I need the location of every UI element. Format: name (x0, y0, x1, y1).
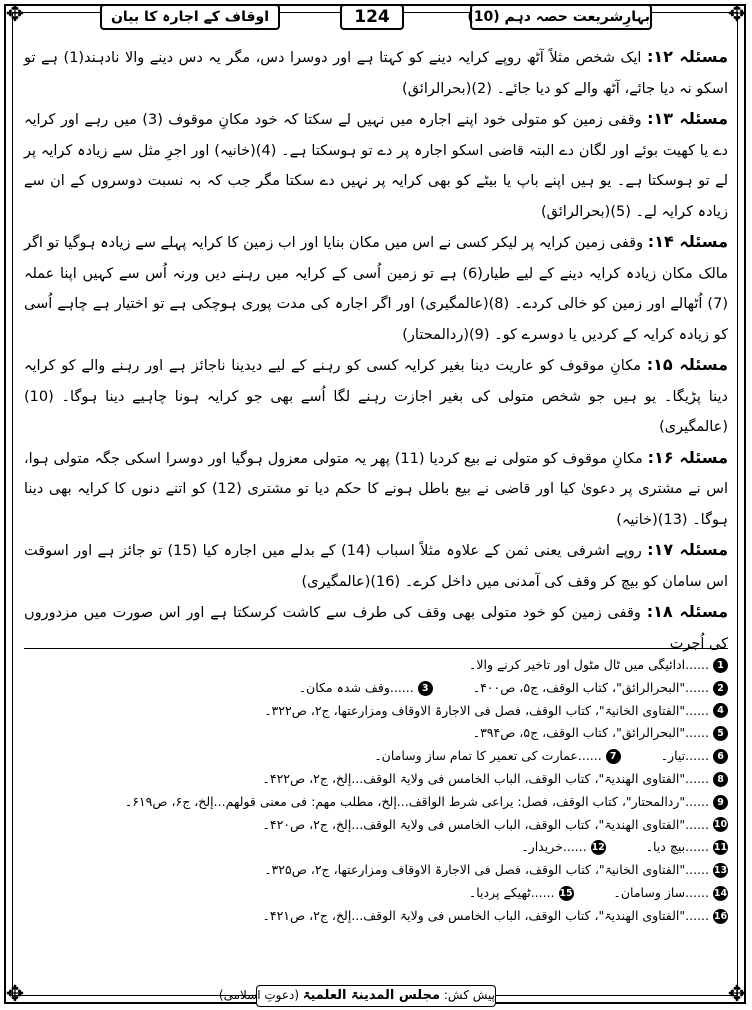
footnote-number: 11 (713, 842, 728, 854)
masala-text: وقفی زمین کرایہ پر لیکر کسی نے اس میں مکان بنایا اور اب زمین کا کرایہ پہلے سے زیادہ ہوگیا تو اگر مالک مکان زیادہ کرایہ دینے کے لیے طیار(6) ہے تو زمین اُسی کے کرایہ میں رہنے دیں ورنہ اُس سے کہیں اپنا عملہ (7) اُٹھالے اور زمین کو خالی کردے۔ (8)(عالمگیری) اور اگر اجارہ کی مدت پوری ہوچکی ہے تو اختیار ہے چاہے اُسی کو زیادہ کرایہ کے کردیں یا دوسرے کو۔ (9)(ردالمحتار) (24, 235, 728, 343)
footnote-row (24, 814, 728, 837)
footnote-row (24, 745, 728, 768)
footnote-row (24, 836, 728, 859)
footnote-number: 3 (418, 681, 433, 696)
footnote-text: ......"الفتاوی الخانیۃ"، کتاب الوقف، فصل فی الاجارۃ الاوقاف ومزارعتھا، ج۲، ص۳۲۵۔ (264, 862, 709, 878)
masala-label: مسئلہ ۱۷: (647, 540, 729, 559)
footnote-text: ......ٹھیکے پردیا۔ (468, 884, 555, 900)
footnote-row (24, 722, 728, 745)
footnote-number: 7 (606, 749, 621, 764)
masala-text: روپے اشرفی یعنی ثمن کے علاوہ مثلاً اسباب (14) کے بدلے میں اجارہ کیا (15) تو جائز ہے اور اسوقت اس سامان کو بیچ کر وقف کی آمدنی میں داخل کرے۔ (16)(عالمگیری) (24, 543, 728, 590)
footnote-row (24, 768, 728, 791)
footnote-text: ......"الفتاوی الخانیۃ"، کتاب الوقف، فصل فی الاجارۃ الاوقاف ومزارعتھا، ج۲، ص۳۲۲۔ (264, 702, 709, 718)
masala-text: ایک شخص مثلاً آٹھ روپے کرایہ دینے کو کہتا ہے اور دوسرا دس، مگر یہ دس دینے والا نادہند(1) ہے تو اسکو نہ دیا جائے، آٹھ والے کو دیا جائے۔ (2)(بحرالرائق) (24, 50, 728, 97)
corner-ornament-icon: ✥ (727, 982, 747, 1007)
corner-ornament-icon: ✥ (727, 2, 747, 27)
corner-ornament-icon: ✥ (5, 982, 25, 1007)
masala-label: مسئلہ ۱۸: (646, 602, 729, 621)
footnote (473, 722, 728, 745)
corner-ornament-icon: ✥ (5, 2, 25, 27)
footnote (374, 745, 620, 768)
masala-label: مسئلہ ۱۴: (647, 232, 728, 251)
footnotes (24, 654, 728, 928)
footnote-text: ......"الفتاوی الھندیۃ"، کتاب الوقف، الباب الخامس فی ولایۃ الوقف...إلخ، ج۲، ص۴۲۲۔ (262, 770, 709, 786)
footnote (299, 677, 433, 700)
footnote-number: 8 (713, 772, 728, 787)
footnote (614, 882, 728, 905)
footnote-row (24, 905, 728, 928)
footnote (521, 836, 605, 859)
chapter-title: اوقاف کے اجارہ کا بیان (100, 4, 280, 30)
page-number: 124 (340, 4, 404, 30)
footnote-row (24, 859, 728, 882)
masala-label: مسئلہ ۱۳: (647, 109, 729, 128)
masala-label: مسئلہ ۱۶: (647, 447, 728, 467)
footnote-number: 1 (713, 658, 728, 673)
footnote (125, 791, 728, 814)
masala-text: مکانِ موقوف کو متولی نے بیع کردیا (11) پھر یہ متولی معزول ہوگیا اور دوسرا اسکی جگہ متولی ہوا، اس نے مشتری پر دعویٰ کیا اور قاضی نے بیع باطل ہونے کا حکم دیا تو مشتری (12) کو اتنے دنوں کا کرایہ بھی دینا ہوگا۔ (13)(خانیہ) (24, 450, 729, 528)
footnote-text: ......خریدار۔ (521, 839, 587, 855)
footnote-number: 13 (713, 865, 728, 877)
masala-label: مسئلہ ۱۲: (646, 47, 728, 66)
footnote (263, 814, 728, 837)
footnote (263, 905, 728, 928)
footnote (263, 768, 728, 791)
footnote-number: 9 (713, 795, 728, 810)
footnote (469, 654, 728, 677)
footnote-text: ......"الفتاوی الھندیۃ"، کتاب الوقف، الباب الخامس فی ولایۃ الوقف...إلخ، ج۲، ص۴۲۰۔ (262, 816, 709, 832)
footnote-text: ......"ردالمحتار"، کتاب الوقف، فصل: یراعی شرط الواقف...إلخ، مطلب مھم: فی معنی قولھم...إلخ، ج۶، ص۶۱۹۔ (124, 793, 709, 809)
footnote-text: ......بیچ دیا۔ (645, 839, 709, 855)
footnote-number: 16 (713, 910, 728, 922)
footnote-number: 6 (713, 749, 728, 764)
footnote (646, 836, 728, 859)
masala-paragraph (24, 350, 728, 443)
footnote-text: ......عمارت کی تعمیر کا تمام ساز وسامان۔ (374, 748, 602, 764)
footnote-text: ......ساز وسامان۔ (613, 884, 709, 900)
footnote-number: 2 (713, 681, 728, 696)
footnote-row (24, 677, 728, 700)
footnote (473, 677, 728, 700)
footnote-number: 10 (713, 819, 728, 831)
footnote (264, 700, 728, 723)
book-title: بہارِشریعت حصہ دہم (10) (470, 4, 652, 30)
footnote (661, 745, 728, 768)
masala-paragraph (24, 597, 728, 659)
masala-paragraph (24, 42, 728, 104)
footnote-text: ......"البحرالرائق"، کتاب الوقف، ج۵، ص۳۹۴۔ (472, 725, 709, 741)
footer-prefix: پیش کش: (443, 988, 495, 1002)
footnote-row (24, 700, 728, 723)
masala-label: مسئلہ ۱۵: (646, 355, 729, 374)
footnote-text: ......"الفتاوی الھندیۃ"، کتاب الوقف، الباب الخامس فی ولایۃ الوقف...إلخ، ج۲، ص۴۲۱۔ (262, 907, 709, 923)
footnote-number: 4 (713, 703, 728, 718)
footnote-text: ......"البحرالرائق"، کتاب الوقف، ج۵، ص۴۰۰۔ (472, 679, 709, 695)
footnote-divider (24, 648, 728, 649)
footnote (469, 882, 574, 905)
masala-paragraph (24, 535, 728, 597)
masala-paragraph (24, 104, 728, 227)
footnote (264, 859, 728, 882)
masala-text: وقفی زمین کو خود متولی بھی وقف کی طرف سے کاشت کرسکتا ہے اور اس صورت میں مزدوروں کی اُجرت (24, 605, 728, 652)
footnote-text: ......تیار۔ (660, 748, 709, 764)
footnote-number: 14 (713, 887, 728, 899)
masala-paragraph (24, 443, 728, 536)
footnote-number: 5 (713, 726, 728, 741)
masala-text: مکانِ موقوف کو عاریت دینا بغیر کرایہ کسی کو رہنے کے لیے دیدینا ناجائز ہے اور رہنے والے کو کرایہ دینا پڑیگا۔ یو ہیں جو شخص متولی کی بغیر اجازت رہنے لگا اُسے بھی جو کرایہ ہونا چاہیے دینا ہوگا۔ (10)(عالمگیری) (24, 358, 728, 435)
publisher-footer (218, 985, 496, 1007)
footnote-row (24, 791, 728, 814)
footnote-text: ......ادائیگی میں ٹال مٹول اور تاخیر کرنے والا۔ (469, 657, 709, 672)
footnote-text: ......وقف شدہ مکان۔ (298, 679, 414, 695)
main-text (24, 42, 729, 652)
footnote-number: 12 (591, 842, 605, 854)
footer-suffix: (دعوتِ اسلامی) (218, 988, 300, 1002)
footnote-number: 15 (559, 887, 573, 899)
masala-paragraph (24, 227, 728, 350)
page-header (90, 4, 662, 32)
footnote-row (24, 882, 728, 905)
masala-text: وقفی زمین کو متولی خود اپنے اجارہ میں نہیں لے سکتا کہ خود مکانِ موقوف (3) میں رہے اور کرایہ دے یا کھیت بوئے اور لگان دے البتہ قاضی اسکو اجارہ پر دے تو ہوسکتا ہے۔ (4)(خانیہ) اور اجرِ مثل سے زیادہ کرایہ پر لے تو ہوسکتا ہے۔ یو ہیں اپنے باپ یا بیٹے کو بھی کرایہ پر نہیں دے سکتا مگر جب کہ بہ نسبت دوسروں کے ان سے زیادہ کرایہ لے۔ (5)(بحرالرائق) (24, 112, 728, 220)
footer-publisher: مجلس المدینۃ العلمیۃ (302, 988, 441, 1003)
footnote-row (24, 654, 728, 677)
